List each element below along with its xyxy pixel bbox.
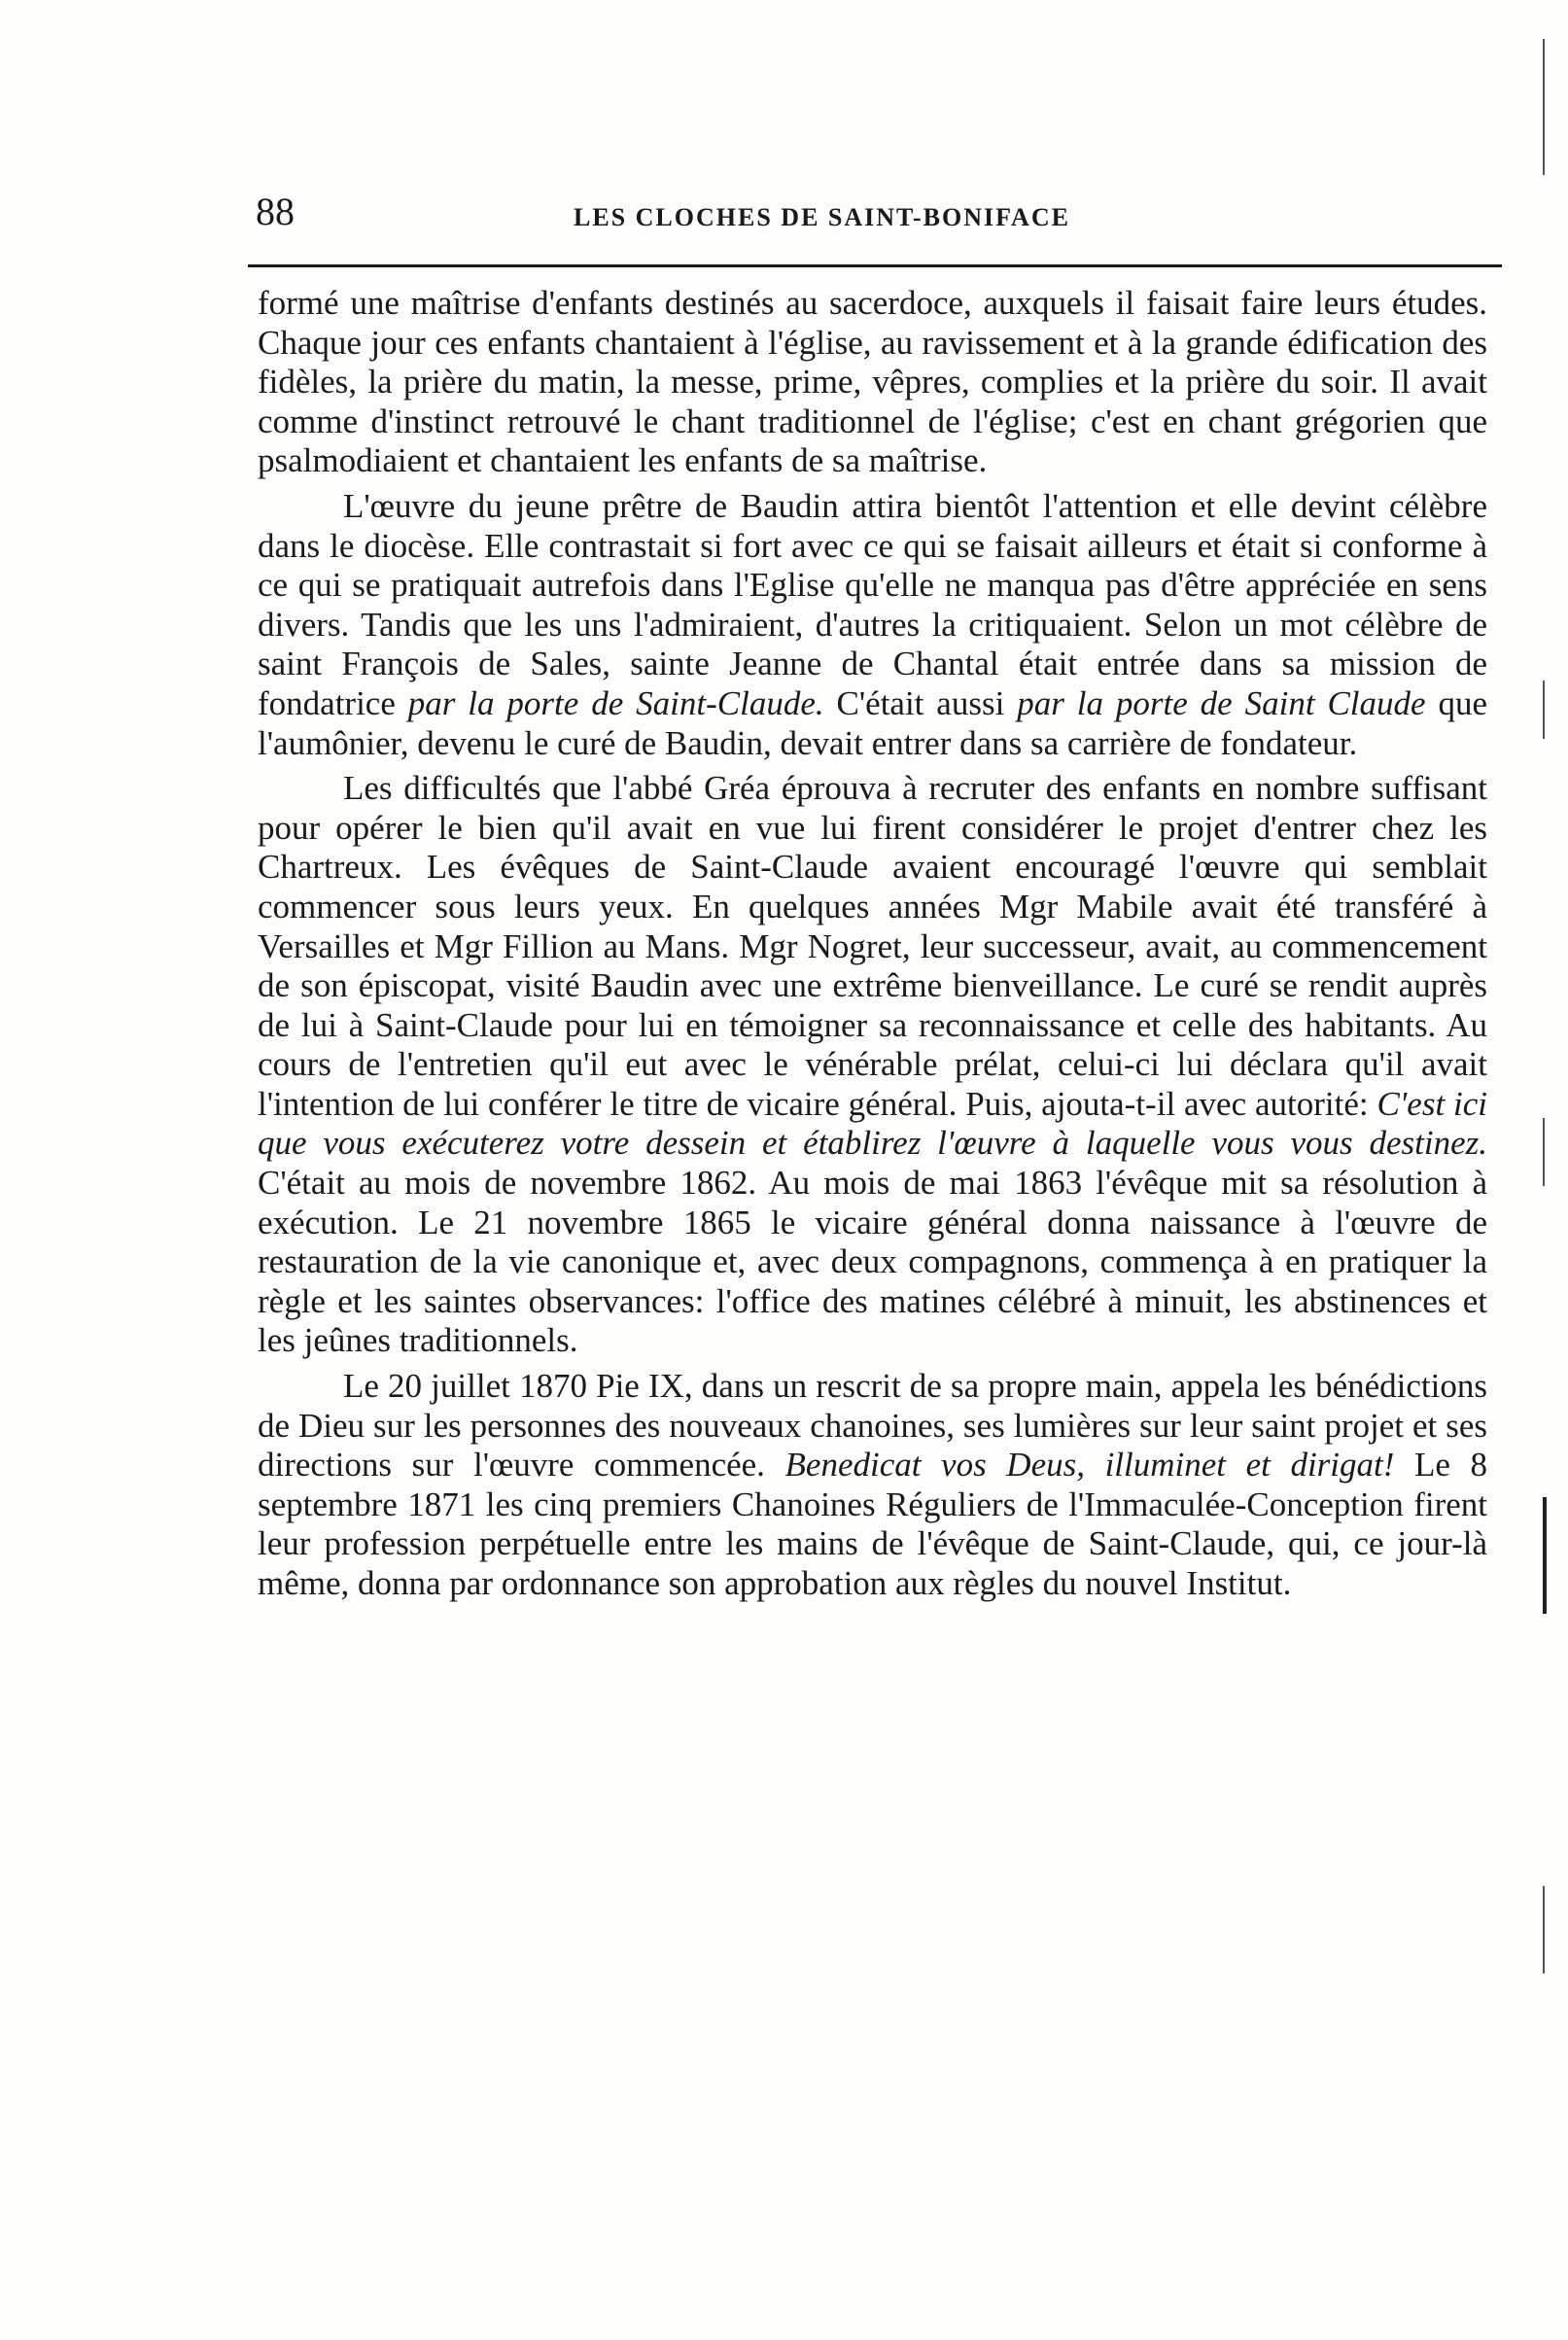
paragraph-4-text-a: Le 20 juillet 1870 Pie IX, dans un rescrit de sa propre main, appela les bénédictions de Dieu sur les personnes des nouveaux chanoines, ses lumières sur leur saint projet et ses directions sur l'œuvre commencée. (258, 1367, 1487, 1484)
paragraph-3-text-a: Les difficultés que l'abbé Gréa éprouva à recruter des enfants en nombre suffisant pour opérer le bien qu'il avait en vue lui firent considérer le projet d'entrer chez les Chartreux. Les évêques de Saint-Claude avaient encouragé l'œuvre qui semblait commencer sous leurs yeux. En quelques années Mgr Mabile avait été transféré à Versailles et Mgr Fillion au Mans. Mgr Nogret, leur successeur, avait, au commencement de son épiscopat, visité Baudin avec une extrême bienveillance. Le curé se rendit auprès de lui à Saint-Claude pour lui en témoigner sa reconnaissance et celle des habitants. Au cours de l'entretien qu'il eut avec le vénérable prélat, celui-ci lui déclara qu'il avait l'intention de lui conférer le titre de vicaire général. Puis, ajouta-t-il avec autorité: (258, 769, 1487, 1123)
paragraph-2-text-b: C'était aussi (823, 683, 1018, 722)
paragraph-1: formé une maîtrise d'enfants destinés au sacerdoce, auxquels il faisait faire leurs études. Chaque jour ces enfants chantaient à l'église, au ravissement et à la grande édification des fidèles, la prière du matin, la messe, prime, vêpres, complies et la prière du soir. Il avait comme d'instinct retrouvé le chant traditionnel de l'église; c'est en chant grégorien que psalmodiaient et chantaient les enfants de sa maîtrise. (258, 284, 1487, 480)
paragraph-2-text-c: que l'aumônier, devenu le curé de Baudin, devait entrer dans sa carrière de fondateur. (258, 683, 1487, 762)
paragraph-4-text-b: Le 8 septembre 1871 les cinq premiers Chanoines Réguliers de l'Immaculée-Conception firent leur profession perpétuelle entre les mains de l'évêque de Saint-Claude, qui, ce jour-là même, donna par ordonnance son approbation aux règles du nouvel Institut. (258, 1446, 1488, 1602)
scan-edge-mark (1543, 1118, 1545, 1186)
paragraph-2-italic-1: par la porte de Saint-Claude. (407, 683, 824, 722)
paragraph-2-text-a: L'œuvre du jeune prêtre de Baudin attira bientôt l'attention et elle devint célèbre dans le diocèse. Elle contrastait si fort avec ce qui se faisait ailleurs et était si conforme à ce qui se pratiquait autrefois dans l'Eglise qu'elle ne manqua pas d'être appréciée en sens divers. Tandis que les uns l'admiraient, d'autres la critiquaient. Selon un mot célèbre de saint François de Sales, sainte Jeanne de Chantal était entrée dans sa mission de fondatrice (258, 486, 1487, 722)
body-text (258, 284, 1487, 1604)
scan-edge-mark (1543, 681, 1545, 739)
page-number: 88 (256, 190, 295, 233)
scan-edge-mark (1543, 1886, 1545, 1973)
paragraph-3-italic: C'est ici que vous exécuterez votre dessein et établirez l'œuvre à laquelle vous vous destinez. (258, 1084, 1487, 1163)
scan-edge-mark (1543, 39, 1545, 175)
paragraph-3 (258, 769, 1487, 1361)
scan-edge-marks (1531, 0, 1560, 2340)
paragraph-4 (258, 1367, 1487, 1604)
running-head: LES CLOCHES DE SAINT-BONIFACE (574, 203, 1070, 231)
header-rule (248, 264, 1502, 267)
scan-edge-mark (1543, 1497, 1547, 1614)
page-header (248, 187, 1512, 245)
paragraph-2-italic-2: par la porte de Saint Claude (1017, 683, 1426, 722)
paragraph-3-text-b: C'était au mois de novembre 1862. Au mois de mai 1863 l'évêque mit sa résolution à exécution. Le 21 novembre 1865 le vicaire général donna naissance à l'œuvre de restauration de la vie canonique et, avec deux compagnons, commença à en pratiquer la règle et les saintes observances: l'office des matines célébré à minuit, les abstinences et les jeûnes traditionnels. (258, 1164, 1487, 1360)
paragraph-2 (258, 487, 1487, 763)
paragraph-4-italic: Benedicat vos Deus, illuminet et dirigat! (784, 1446, 1395, 1484)
